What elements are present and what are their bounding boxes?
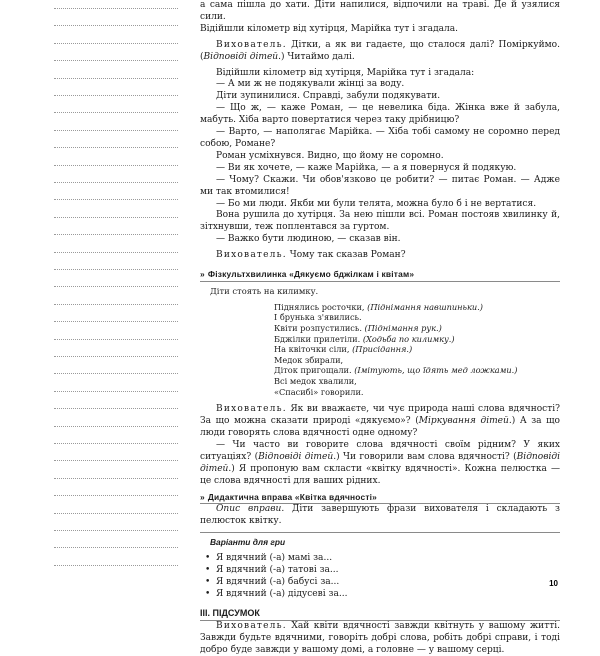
section-heading-summary: III. ПІДСУМОК: [200, 607, 260, 618]
educator-conclusion: Вихователь. Хай квіти вдячності завжди квітнуть у вашому житті. Завжди будьте вдячними, говоріть добрі слова, робіть добрі справи, і тоді добро буде завжди у вашому домі, а головне — у вашому серці.: [200, 620, 560, 655]
educator-question: Вихователь. Чому так сказав Роман?: [216, 250, 406, 261]
educator-question: Вихователь. Як ви вважаєте, чи чує природа наші слова вдячності? За що можна сказати природі «дякуємо»? (Міркування дітей.) А за що люди говорять слова вдячності одне одному?: [200, 404, 560, 438]
list-item: • Я вдячний (-а) бабусі за...: [205, 576, 340, 587]
speaker: Вихователь.: [216, 39, 287, 50]
note-line: [54, 565, 178, 566]
note-line: [54, 408, 178, 409]
note-line: [54, 530, 178, 531]
note-line: [54, 25, 178, 26]
note-line: [54, 391, 178, 392]
note-line: [54, 443, 178, 444]
note-line: [54, 147, 178, 148]
text-column: [200, 0, 560, 655]
exercise-description: Опис вправи. Діти завершують фрази вихователя і складають з пелюсток квітку.: [200, 504, 560, 527]
note-line: [54, 8, 178, 9]
bullet-list: [200, 553, 560, 601]
note-line: [54, 182, 178, 183]
section-heading-didactic: » Дидактична вправа «Квітка вдячності»: [200, 491, 378, 502]
note-line: [54, 43, 178, 44]
note-line: [54, 252, 178, 253]
poem: [200, 302, 560, 397]
list-item: • Я вдячний (-а) дідусеві за...: [205, 588, 348, 599]
list-item: • Я вдячний (-а) мамі за...: [205, 553, 333, 564]
story: [200, 68, 560, 247]
note-line: [54, 356, 178, 357]
note-line: [54, 286, 178, 287]
note-line: [54, 112, 178, 113]
story-line: — Варто, — наполягає Марійка. — Хіба тобі самому не соромно перед собою, Романе?: [200, 127, 560, 149]
note-line: [54, 269, 178, 270]
note-line: [54, 217, 178, 218]
note-line: [54, 478, 178, 479]
story-line: Діти зупинилися. Справді, забули подякувати.: [216, 91, 441, 102]
variants-title: Варіанти для гри: [210, 537, 286, 548]
note-line: [54, 95, 178, 96]
note-line: [54, 304, 178, 305]
note-line: [54, 547, 178, 548]
poem-line: Квіти розпустились. (Піднімання рук.): [274, 323, 442, 334]
story-line: — Чому? Скажи. Чи обов'язково це робити? — питає Роман. — Адже ми так втомилися!: [200, 174, 560, 197]
note-line: [54, 165, 178, 166]
instruction: Діти стоять на килимку.: [210, 285, 319, 296]
note-line: [54, 426, 178, 427]
poem-line: Бджілки прилетіли. (Ходьба по килимку.): [274, 333, 455, 344]
story-line: — Важко бути людиною, — сказав він.: [216, 234, 401, 245]
poem-line: Піднялись росточки, (Піднімання навшпиньки.): [274, 301, 483, 312]
paragraph: а сама пішла до хати. Діти напилися, відпочили на траві. Де й узялися сили.: [200, 0, 560, 22]
story-line: Відійшли кілометр від хутірця, Марійка тут і згадала:: [216, 67, 475, 78]
note-line: [54, 495, 178, 496]
story-line: — А ми ж не подякували жінці за воду.: [216, 79, 405, 90]
poem-line: Всі медок хвалили,: [274, 376, 357, 386]
notes-column: [54, 0, 178, 575]
note-line: [54, 130, 178, 131]
list-item: • Я вдячний (-а) татові за...: [205, 565, 339, 576]
note-line: [54, 373, 178, 374]
story-line: — Бо ми люди. Якби ми були телята, можна було б і не вертатися.: [216, 198, 537, 209]
note-line: [54, 234, 178, 235]
poem-line: І брунька з'явились.: [274, 312, 362, 323]
story-line: — Що ж, — каже Роман, — це невелика біда. Жінка вже й забула, мабуть. Хіба варто повертатися через таку дрібницю?: [200, 103, 560, 126]
poem-line: Діток пригощали. (Імітують, що їдять мед ложками.): [274, 365, 518, 376]
poem-line: На квіточки сіли, (Присідання.): [274, 344, 413, 355]
section-heading-fizkult: » Фізкультхвилинка «Дякуємо бджілкам і квітам»: [200, 269, 415, 280]
story-line: Вона рушила до хутірця. За нею пішли всі. Роман постояв хвилинку й, зітхнувши, теж поплентався за гуртом.: [200, 210, 560, 233]
educator-question: Вихователь. Дітки, а як ви гадаєте, що сталося далі? Поміркуймо. (Відповіді дітей.) Читаймо далі.: [200, 39, 560, 62]
note-line: [54, 339, 178, 340]
note-line: [54, 460, 178, 461]
note-line: [54, 78, 178, 79]
poem-line: Медок збирали,: [274, 354, 344, 365]
note-line: [54, 321, 178, 322]
note-line: [54, 199, 178, 200]
page-number: 10: [549, 579, 558, 588]
note-line: [54, 513, 178, 514]
note-line: [54, 60, 178, 61]
poem-line: «Спасибі» говорили.: [274, 386, 364, 397]
paragraph: — Чи часто ви говорите слова вдячності своїм рідним? У яких ситуаціях? (Відповіді дітей.) Чи говорили вам слова вдячності? (Відповіді дітей.) Я пропоную вам скласти «квітку вдячності». Кожна пелюстка — це слова вдячності для ваших рідних.: [200, 439, 560, 486]
paragraph: Відійшли кілометр від хутірця, Марійка тут і згадала.: [200, 23, 459, 34]
story-line: — Ви як хочете, — каже Марійка, — а я повернуся й подякую.: [216, 162, 517, 173]
story-line: Роман усміхнувся. Видно, що йому не соромно.: [216, 150, 444, 161]
